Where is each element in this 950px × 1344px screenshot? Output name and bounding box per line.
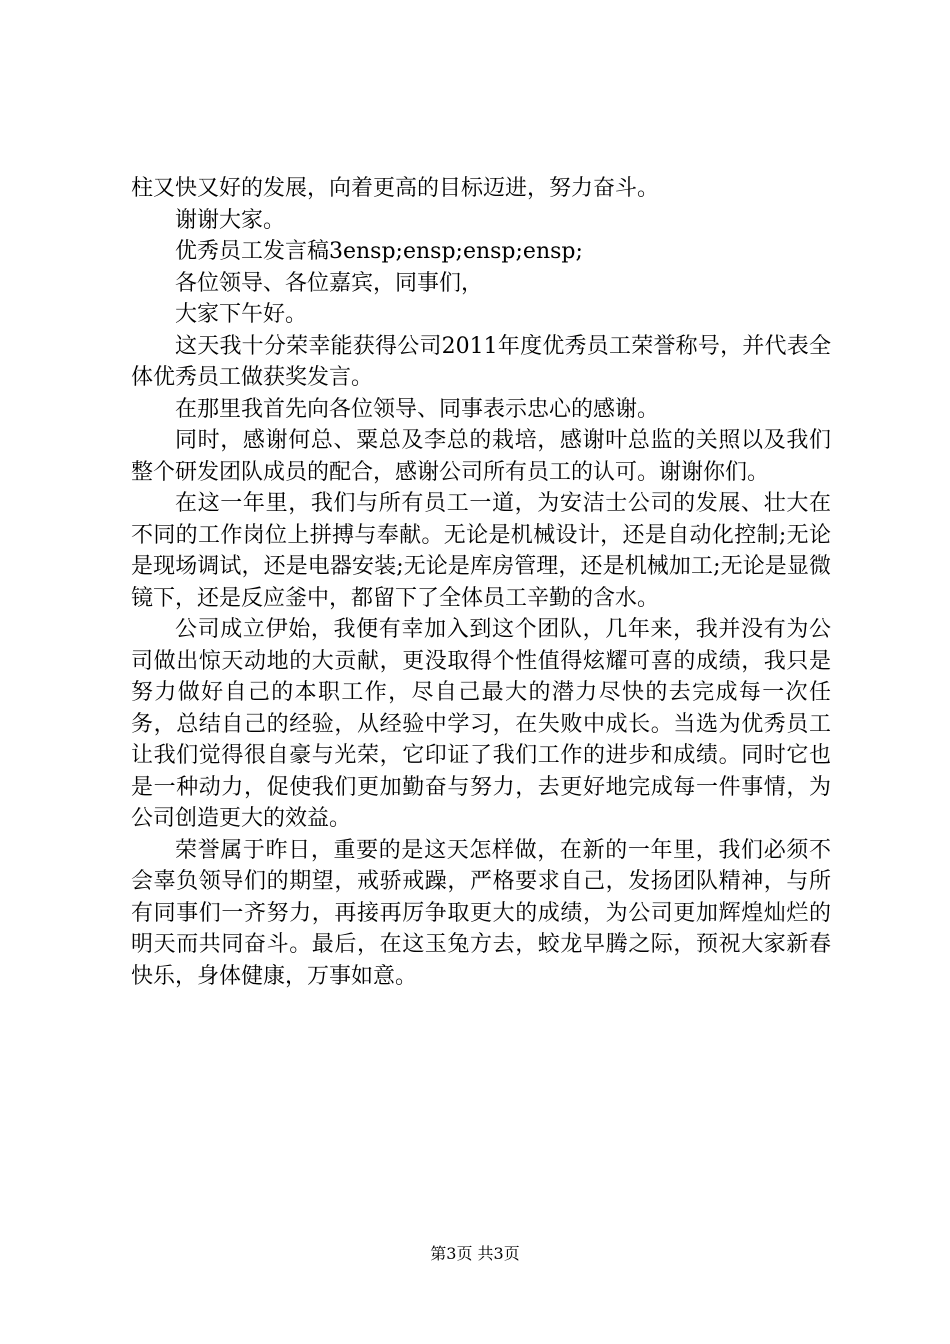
- paragraph-salutation: 各位领导、各位嘉宾，同事们，: [175, 270, 484, 296]
- page-number: 第3页 共3页: [430, 1244, 520, 1263]
- paragraph: 荣誉属于昨日，重要的是这天怎样做，在新的一年里，我们必须不会辜负领导们的期望，戒骄戒躁，严格要求自己，发扬团队精神，与所有同事们一齐努力，再接再厉争取更大的成绩，为公司更加辉煌灿烂的明天而共同奋斗。最后，在这玉兔方去，蛟龙早腾之际，预祝大家新春快乐，身体健康，万事如意。: [131, 837, 831, 989]
- paragraph-continued: 柱又快又好的发展，向着更高的目标迈进，努力奋斗。: [131, 176, 660, 201]
- page-footer: [0, 1243, 950, 1265]
- paragraph-thanks: 谢谢大家。: [175, 207, 286, 233]
- paragraph-heading: 优秀员工发言稿3ensp;ensp;ensp;ensp;: [175, 239, 583, 264]
- paragraph: 公司成立伊始，我便有幸加入到这个团队，几年来，我并没有为公司做出惊天动地的大贡献，更没取得个性值得炫耀可喜的成绩，我只是努力做好自己的本职工作，尽自己最大的潜力尽快的去完成每一次任务，总结自己的经验，从经验中学习，在失败中成长。当选为优秀员工让我们觉得很自豪与光荣，它印证了我们工作的进步和成绩。同时它也是一种动力，促使我们更加勤奋与努力，去更好地完成每一件事情，为公司创造更大的效益。: [131, 617, 831, 831]
- paragraph: 在那里我首先向各位领导、同事表示忠心的感谢。: [175, 396, 660, 422]
- paragraph: 同时，感谢何总、粟总及李总的栽培，感谢叶总监的关照以及我们整个研发团队成员的配合，感谢公司所有员工的认可。谢谢你们。: [131, 428, 831, 485]
- document-body: [131, 173, 831, 992]
- paragraph: 在这一年里，我们与所有员工一道，为安洁士公司的发展、壮大在不同的工作岗位上拼搏与奉献。无论是机械设计，还是自动化控制;无论是现场调试，还是电器安装;无论是库房管理，还是机械加工;无论是显微镜下，还是反应釜中，都留下了全体员工辛勤的含水。: [131, 491, 831, 611]
- paragraph: 这天我十分荣幸能获得公司2011年度优秀员工荣誉称号，并代表全体优秀员工做获奖发言。: [131, 333, 831, 390]
- paragraph-greeting: 大家下午好。: [175, 302, 308, 327]
